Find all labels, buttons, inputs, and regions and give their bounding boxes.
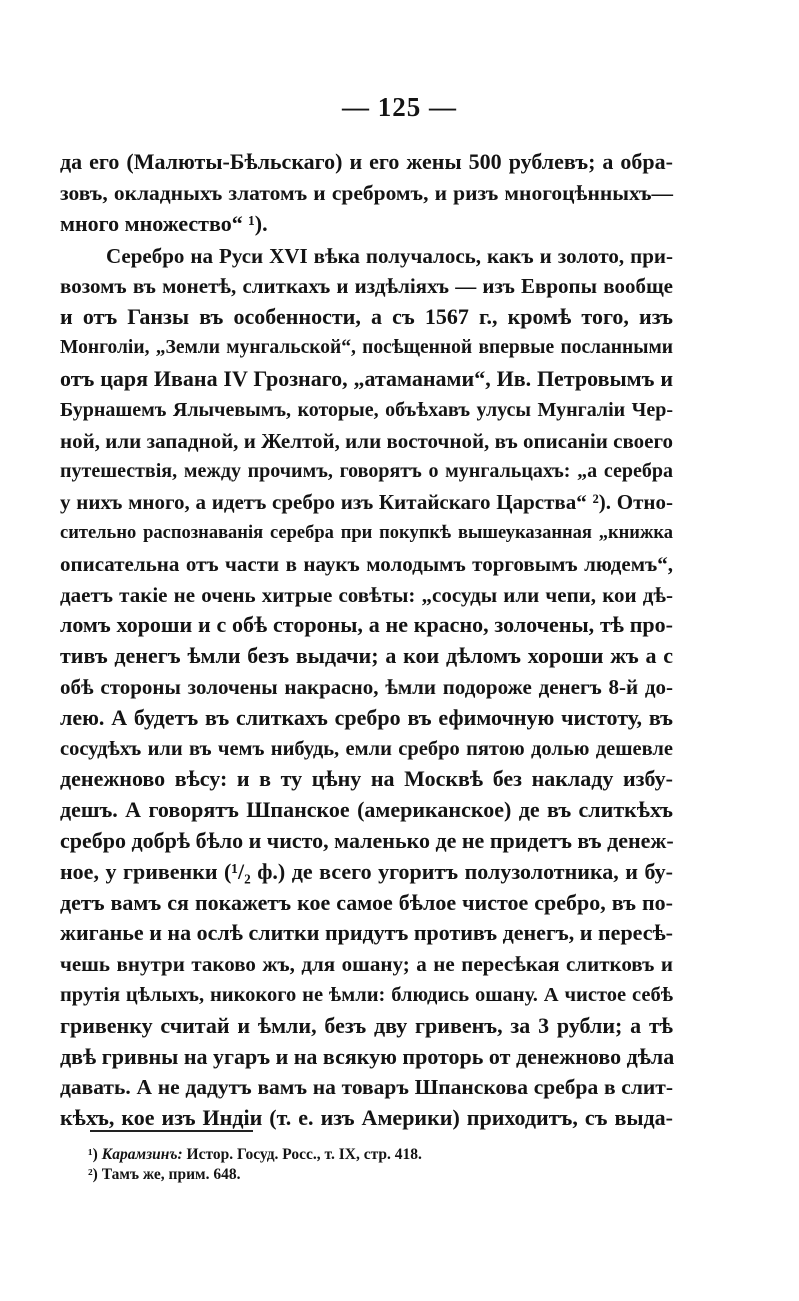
text-line: сребро добрѣ бѣло и чисто, маленько де не придетъ въ денеж-: [60, 828, 674, 853]
footnote: [88, 1145, 422, 1165]
text-line: кѣхъ, кое изъ Индіи (т. е. изъ Америки) приходитъ, съ выда-: [60, 1105, 673, 1130]
page-number: — 125 —: [342, 92, 457, 122]
footnote-rule: [90, 1130, 253, 1132]
text-line: лею. А будетъ въ слиткахъ сребро въ ефимочную чистоту, въ: [60, 705, 673, 730]
text-line: много множество“ ¹).: [60, 211, 268, 236]
text-line: давать. А не дадутъ вамъ на товаръ Шпанскова сребра в слит-: [60, 1075, 673, 1099]
text-line: и отъ Ганзы въ особенности, а съ 1567 г., кромѣ того, изъ: [60, 304, 673, 329]
footnote-mark: ¹): [88, 1146, 98, 1163]
footnote-mark: ²): [88, 1166, 98, 1183]
text-line: ное, у гривенки (¹/₂ ф.) де всего угоритъ полузолотника, и бу-: [60, 859, 673, 884]
text-line: дешъ. А говорятъ Шпанское (американское) де въ слиткѣхъ: [60, 797, 673, 822]
text-line: у нихъ много, а идетъ сребро изъ Китайскаго Царства“ ²). Отно-: [60, 490, 673, 514]
text-line: тивъ денегъ ѣмли безъ выдачи; а кои дѣломъ хороши жъ а с: [60, 643, 673, 668]
text-line: сительно распознаванія серебра при покупкѣ вышеуказанная „книжка: [60, 523, 673, 543]
text-line: возомъ въ монетѣ, слиткахъ и издѣліяхъ — изъ Европы вообще: [60, 274, 673, 298]
footnote-text: Истор. Госуд. Росс., т. IX, стр. 418.: [186, 1146, 422, 1163]
text-line: Монголіи, „Земли мунгальской“, посѣщенной впервые посланными: [60, 337, 673, 358]
text-line: обѣ стороны золочены накрасно, ѣмли подороже денегъ 8-й до-: [60, 675, 673, 699]
footnote-author: Карамзинъ:: [101, 1146, 183, 1163]
text-line: зовъ, окладныхъ златомъ и сребромъ, и ризъ многоцѣнныхъ—: [60, 181, 673, 205]
text-line: Бурнашемъ Ялычевымъ, которые, объѣхавъ улусы Мунгаліи Чер-: [60, 399, 673, 421]
text-line: отъ царя Ивана IV Грознаго, „атаманами“, Ив. Петровымъ и: [60, 366, 673, 391]
text-line: денежново вѣсу: и в ту цѣну на Москвѣ без накладу избу-: [60, 766, 673, 791]
footnote: [88, 1165, 240, 1185]
text-line: ной, или западной, и Желтой, или восточной, въ описаніи своего: [60, 429, 673, 453]
footnote-text: Тамъ же, прим. 648.: [101, 1166, 241, 1183]
text-line: ломъ хороши и с обѣ стороны, а не красно, золочены, тѣ про-: [60, 612, 673, 637]
text-line: описательна отъ части в наукъ молодымъ торговымъ людемъ“,: [60, 552, 673, 576]
text-line: сосудѣхъ или въ чемъ нибудь, емли сребро пятою долью дешевле: [60, 738, 673, 760]
text-line: да его (Малюты-Бѣльскаго) и его жены 500 рублевъ; а обра-: [60, 149, 673, 174]
text-line: жиганье и на ослѣ слитки придутъ противъ денегъ, и пересѣ-: [60, 920, 673, 945]
text-line: гривенку считай и ѣмли, безъ дву гривенъ, за 3 рубли; а тѣ: [60, 1013, 673, 1038]
text-line: путешествія, между прочимъ, говорятъ о мунгальцахъ: „а серебра: [60, 460, 673, 482]
text-line: двѣ гривны на угаръ и на всякую проторь от денежново дѣла: [60, 1044, 675, 1069]
text-line: прутія цѣлыхъ, никокого не ѣмли: блюдись ошану. А чистое себѣ: [60, 984, 673, 1006]
text-line: чешь внутри таково жъ, для ошану; а не пересѣкая слитковъ и: [60, 952, 673, 976]
text-line: даетъ такіе не очень хитрые совѣты: „сосуды или чепи, кои дѣ-: [60, 583, 673, 607]
text-line: детъ вамъ ся покажетъ кое самое бѣлое чистое сребро, въ по-: [60, 890, 673, 915]
text-line: Серебро на Руси XVI вѣка получалось, какъ и золото, при-: [106, 244, 673, 268]
